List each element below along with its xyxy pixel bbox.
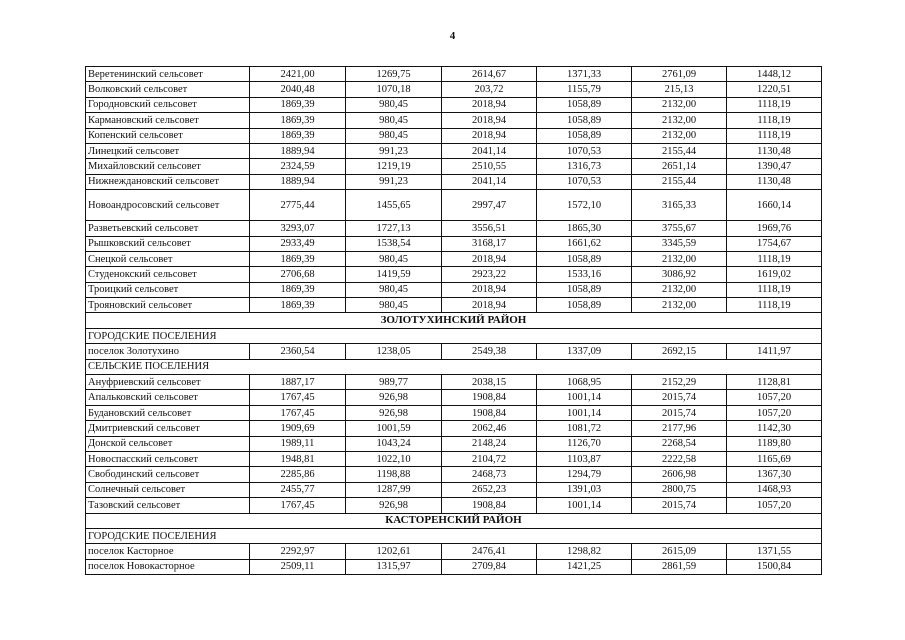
value-cell: 1969,76 xyxy=(727,221,822,236)
value-cell: 2652,23 xyxy=(442,482,537,497)
page-number: 4 xyxy=(449,30,456,42)
value-cell: 2476,41 xyxy=(442,544,537,559)
settlement-name: Будановский сельсовет xyxy=(86,405,250,420)
value-cell: 1058,89 xyxy=(537,97,632,112)
value-cell: 1572,10 xyxy=(537,190,632,221)
value-cell: 2152,29 xyxy=(632,375,727,390)
value-cell: 1155,79 xyxy=(537,82,632,97)
value-cell: 2018,94 xyxy=(442,298,537,313)
value-cell: 1070,53 xyxy=(537,143,632,158)
settlement-name: Дмитриевский сельсовет xyxy=(86,421,250,436)
value-cell: 2155,44 xyxy=(632,143,727,158)
value-cell: 991,23 xyxy=(346,174,442,189)
value-cell: 2015,74 xyxy=(632,498,727,513)
settlement-name: Нижнеждановский сельсовет xyxy=(86,174,250,189)
table-row xyxy=(86,559,822,574)
value-cell: 2177,96 xyxy=(632,421,727,436)
value-cell: 1043,24 xyxy=(346,436,442,451)
value-cell: 1198,88 xyxy=(346,467,442,482)
settlement-name: Апальковский сельсовет xyxy=(86,390,250,405)
value-cell: 2018,94 xyxy=(442,113,537,128)
value-cell: 3345,59 xyxy=(632,236,727,251)
value-cell: 1070,18 xyxy=(346,82,442,97)
value-cell: 1165,69 xyxy=(727,451,822,466)
settlement-name: поселок Золотухино xyxy=(86,344,250,359)
value-cell: 2606,98 xyxy=(632,467,727,482)
value-cell: 1058,89 xyxy=(537,128,632,143)
settlement-name: поселок Новокасторное xyxy=(86,559,250,574)
value-cell: 2709,84 xyxy=(442,559,537,574)
value-cell: 2933,49 xyxy=(250,236,346,251)
value-cell: 1001,59 xyxy=(346,421,442,436)
value-cell: 1390,47 xyxy=(727,159,822,174)
value-cell: 2104,72 xyxy=(442,451,537,466)
value-cell: 1533,16 xyxy=(537,267,632,282)
value-cell: 1057,20 xyxy=(727,405,822,420)
value-cell: 1371,33 xyxy=(537,67,632,82)
section-header-row xyxy=(86,328,822,343)
value-cell: 2324,59 xyxy=(250,159,346,174)
settlement-name: Новоспасский сельсовет xyxy=(86,451,250,466)
settlement-name: Новоандросовский сельсовет xyxy=(86,190,250,221)
value-cell: 1455,65 xyxy=(346,190,442,221)
tariff-table xyxy=(85,66,822,575)
value-cell: 215,13 xyxy=(632,82,727,97)
table-row xyxy=(86,375,822,390)
table-row xyxy=(86,267,822,282)
value-cell: 3755,67 xyxy=(632,221,727,236)
value-cell: 2421,00 xyxy=(250,67,346,82)
value-cell: 2018,94 xyxy=(442,128,537,143)
value-cell: 203,72 xyxy=(442,82,537,97)
value-cell: 2018,94 xyxy=(442,251,537,266)
value-cell: 1948,81 xyxy=(250,451,346,466)
value-cell: 1202,61 xyxy=(346,544,442,559)
value-cell: 989,77 xyxy=(346,375,442,390)
value-cell: 2549,38 xyxy=(442,344,537,359)
section-header-row xyxy=(86,359,822,374)
table-row xyxy=(86,143,822,158)
value-cell: 1869,39 xyxy=(250,298,346,313)
value-cell: 991,23 xyxy=(346,143,442,158)
value-cell: 1767,45 xyxy=(250,405,346,420)
value-cell: 1128,81 xyxy=(727,375,822,390)
value-cell: 1103,87 xyxy=(537,451,632,466)
value-cell: 2015,74 xyxy=(632,390,727,405)
value-cell: 1001,14 xyxy=(537,390,632,405)
settlement-name: Снецкой сельсовет xyxy=(86,251,250,266)
value-cell: 2015,74 xyxy=(632,405,727,420)
value-cell: 1371,55 xyxy=(727,544,822,559)
value-cell: 2132,00 xyxy=(632,97,727,112)
table-row xyxy=(86,405,822,420)
table-row xyxy=(86,251,822,266)
value-cell: 2614,67 xyxy=(442,67,537,82)
settlement-name: Ануфриевский сельсовет xyxy=(86,375,250,390)
value-cell: 2041,14 xyxy=(442,174,537,189)
value-cell: 1869,39 xyxy=(250,251,346,266)
value-cell: 1909,69 xyxy=(250,421,346,436)
settlement-name: Разветьевский сельсовет xyxy=(86,221,250,236)
value-cell: 2040,48 xyxy=(250,82,346,97)
table-row xyxy=(86,82,822,97)
value-cell: 980,45 xyxy=(346,113,442,128)
value-cell: 2268,54 xyxy=(632,436,727,451)
value-cell: 2285,86 xyxy=(250,467,346,482)
settlement-name: Городновский сельсовет xyxy=(86,97,250,112)
table-row xyxy=(86,421,822,436)
value-cell: 2155,44 xyxy=(632,174,727,189)
value-cell: 1315,97 xyxy=(346,559,442,574)
value-cell: 2148,24 xyxy=(442,436,537,451)
table-row xyxy=(86,467,822,482)
value-cell: 2360,54 xyxy=(250,344,346,359)
value-cell: 1421,25 xyxy=(537,559,632,574)
value-cell: 3556,51 xyxy=(442,221,537,236)
value-cell: 1130,48 xyxy=(727,174,822,189)
value-cell: 1889,94 xyxy=(250,143,346,158)
value-cell: 1287,99 xyxy=(346,482,442,497)
settlement-name: Кармановский сельсовет xyxy=(86,113,250,128)
value-cell: 926,98 xyxy=(346,390,442,405)
value-cell: 1660,14 xyxy=(727,190,822,221)
settlement-name: Троицкий сельсовет xyxy=(86,282,250,297)
value-cell: 2222,58 xyxy=(632,451,727,466)
value-cell: 2923,22 xyxy=(442,267,537,282)
value-cell: 3165,33 xyxy=(632,190,727,221)
value-cell: 1908,84 xyxy=(442,405,537,420)
value-cell: 1727,13 xyxy=(346,221,442,236)
district-header-row xyxy=(86,313,822,328)
value-cell: 2468,73 xyxy=(442,467,537,482)
value-cell: 1057,20 xyxy=(727,390,822,405)
value-cell: 2132,00 xyxy=(632,282,727,297)
value-cell: 926,98 xyxy=(346,405,442,420)
settlement-name: Солнечный сельсовет xyxy=(86,482,250,497)
value-cell: 2761,09 xyxy=(632,67,727,82)
table-row xyxy=(86,344,822,359)
value-cell: 2038,15 xyxy=(442,375,537,390)
value-cell: 980,45 xyxy=(346,251,442,266)
value-cell: 1448,12 xyxy=(727,67,822,82)
settlement-name: Веретенинский сельсовет xyxy=(86,67,250,82)
table-row xyxy=(86,221,822,236)
value-cell: 1269,75 xyxy=(346,67,442,82)
table-row xyxy=(86,451,822,466)
value-cell: 1869,39 xyxy=(250,128,346,143)
table-row xyxy=(86,128,822,143)
value-cell: 980,45 xyxy=(346,282,442,297)
section-title: ГОРОДСКИЕ ПОСЕЛЕНИЯ xyxy=(86,528,822,543)
value-cell: 1908,84 xyxy=(442,390,537,405)
table-row xyxy=(86,482,822,497)
settlement-name: Трояновский сельсовет xyxy=(86,298,250,313)
value-cell: 1001,14 xyxy=(537,405,632,420)
value-cell: 2132,00 xyxy=(632,113,727,128)
table-row xyxy=(86,236,822,251)
section-title: ГОРОДСКИЕ ПОСЕЛЕНИЯ xyxy=(86,328,822,343)
value-cell: 3293,07 xyxy=(250,221,346,236)
settlement-name: Рышковский сельсовет xyxy=(86,236,250,251)
table-row xyxy=(86,67,822,82)
value-cell: 926,98 xyxy=(346,498,442,513)
value-cell: 2651,14 xyxy=(632,159,727,174)
value-cell: 1220,51 xyxy=(727,82,822,97)
value-cell: 1294,79 xyxy=(537,467,632,482)
value-cell: 2455,77 xyxy=(250,482,346,497)
district-title: ЗОЛОТУХИНСКИЙ РАЙОН xyxy=(86,313,822,328)
value-cell: 1869,39 xyxy=(250,282,346,297)
value-cell: 1070,53 xyxy=(537,174,632,189)
value-cell: 1058,89 xyxy=(537,282,632,297)
value-cell: 980,45 xyxy=(346,97,442,112)
value-cell: 2615,09 xyxy=(632,544,727,559)
value-cell: 1118,19 xyxy=(727,298,822,313)
settlement-name: Линецкий сельсовет xyxy=(86,143,250,158)
value-cell: 1908,84 xyxy=(442,498,537,513)
value-cell: 1022,10 xyxy=(346,451,442,466)
value-cell: 2018,94 xyxy=(442,97,537,112)
value-cell: 1391,03 xyxy=(537,482,632,497)
value-cell: 2692,15 xyxy=(632,344,727,359)
value-cell: 2997,47 xyxy=(442,190,537,221)
value-cell: 1118,19 xyxy=(727,251,822,266)
value-cell: 2132,00 xyxy=(632,251,727,266)
table-row xyxy=(86,390,822,405)
value-cell: 1538,54 xyxy=(346,236,442,251)
settlement-name: Студенокский сельсовет xyxy=(86,267,250,282)
value-cell: 1001,14 xyxy=(537,498,632,513)
value-cell: 1118,19 xyxy=(727,97,822,112)
value-cell: 2292,97 xyxy=(250,544,346,559)
value-cell: 1126,70 xyxy=(537,436,632,451)
value-cell: 1058,89 xyxy=(537,251,632,266)
settlement-name: поселок Касторное xyxy=(86,544,250,559)
value-cell: 1057,20 xyxy=(727,498,822,513)
value-cell: 1118,19 xyxy=(727,282,822,297)
value-cell: 1661,62 xyxy=(537,236,632,251)
value-cell: 2775,44 xyxy=(250,190,346,221)
value-cell: 1219,19 xyxy=(346,159,442,174)
value-cell: 1068,95 xyxy=(537,375,632,390)
value-cell: 1316,73 xyxy=(537,159,632,174)
table-row xyxy=(86,498,822,513)
value-cell: 1118,19 xyxy=(727,128,822,143)
value-cell: 2509,11 xyxy=(250,559,346,574)
table-row xyxy=(86,190,822,221)
table-row xyxy=(86,544,822,559)
table-row xyxy=(86,436,822,451)
settlement-name: Волковский сельсовет xyxy=(86,82,250,97)
value-cell: 1500,84 xyxy=(727,559,822,574)
value-cell: 1889,94 xyxy=(250,174,346,189)
value-cell: 1337,09 xyxy=(537,344,632,359)
value-cell: 1887,17 xyxy=(250,375,346,390)
table-row xyxy=(86,174,822,189)
value-cell: 2018,94 xyxy=(442,282,537,297)
value-cell: 1419,59 xyxy=(346,267,442,282)
table-row xyxy=(86,159,822,174)
value-cell: 980,45 xyxy=(346,128,442,143)
value-cell: 2861,59 xyxy=(632,559,727,574)
table-row xyxy=(86,113,822,128)
section-header-row xyxy=(86,528,822,543)
value-cell: 1081,72 xyxy=(537,421,632,436)
value-cell: 2062,46 xyxy=(442,421,537,436)
settlement-name: Тазовский сельсовет xyxy=(86,498,250,513)
value-cell: 2510,55 xyxy=(442,159,537,174)
value-cell: 1869,39 xyxy=(250,113,346,128)
value-cell: 1989,11 xyxy=(250,436,346,451)
value-cell: 1754,67 xyxy=(727,236,822,251)
value-cell: 1058,89 xyxy=(537,113,632,128)
value-cell: 1865,30 xyxy=(537,221,632,236)
value-cell: 1869,39 xyxy=(250,97,346,112)
value-cell: 1130,48 xyxy=(727,143,822,158)
table-row xyxy=(86,298,822,313)
settlement-name: Донской сельсовет xyxy=(86,436,250,451)
district-title: КАСТОРЕНСКИЙ РАЙОН xyxy=(86,513,822,528)
value-cell: 1058,89 xyxy=(537,298,632,313)
value-cell: 1468,93 xyxy=(727,482,822,497)
value-cell: 3168,17 xyxy=(442,236,537,251)
value-cell: 2706,68 xyxy=(250,267,346,282)
value-cell: 3086,92 xyxy=(632,267,727,282)
table-row xyxy=(86,282,822,297)
value-cell: 1367,30 xyxy=(727,467,822,482)
table-body xyxy=(86,67,822,575)
section-title: СЕЛЬСКИЕ ПОСЕЛЕНИЯ xyxy=(86,359,822,374)
value-cell: 1619,02 xyxy=(727,267,822,282)
value-cell: 1142,30 xyxy=(727,421,822,436)
settlement-name: Копенский сельсовет xyxy=(86,128,250,143)
value-cell: 2132,00 xyxy=(632,128,727,143)
district-header-row xyxy=(86,513,822,528)
value-cell: 2132,00 xyxy=(632,298,727,313)
value-cell: 2041,14 xyxy=(442,143,537,158)
value-cell: 1767,45 xyxy=(250,498,346,513)
settlement-name: Михайловский сельсовет xyxy=(86,159,250,174)
settlement-name: Свободинский сельсовет xyxy=(86,467,250,482)
value-cell: 980,45 xyxy=(346,298,442,313)
value-cell: 1189,80 xyxy=(727,436,822,451)
value-cell: 1118,19 xyxy=(727,113,822,128)
value-cell: 1767,45 xyxy=(250,390,346,405)
table-row xyxy=(86,97,822,112)
value-cell: 2800,75 xyxy=(632,482,727,497)
value-cell: 1411,97 xyxy=(727,344,822,359)
value-cell: 1298,82 xyxy=(537,544,632,559)
value-cell: 1238,05 xyxy=(346,344,442,359)
